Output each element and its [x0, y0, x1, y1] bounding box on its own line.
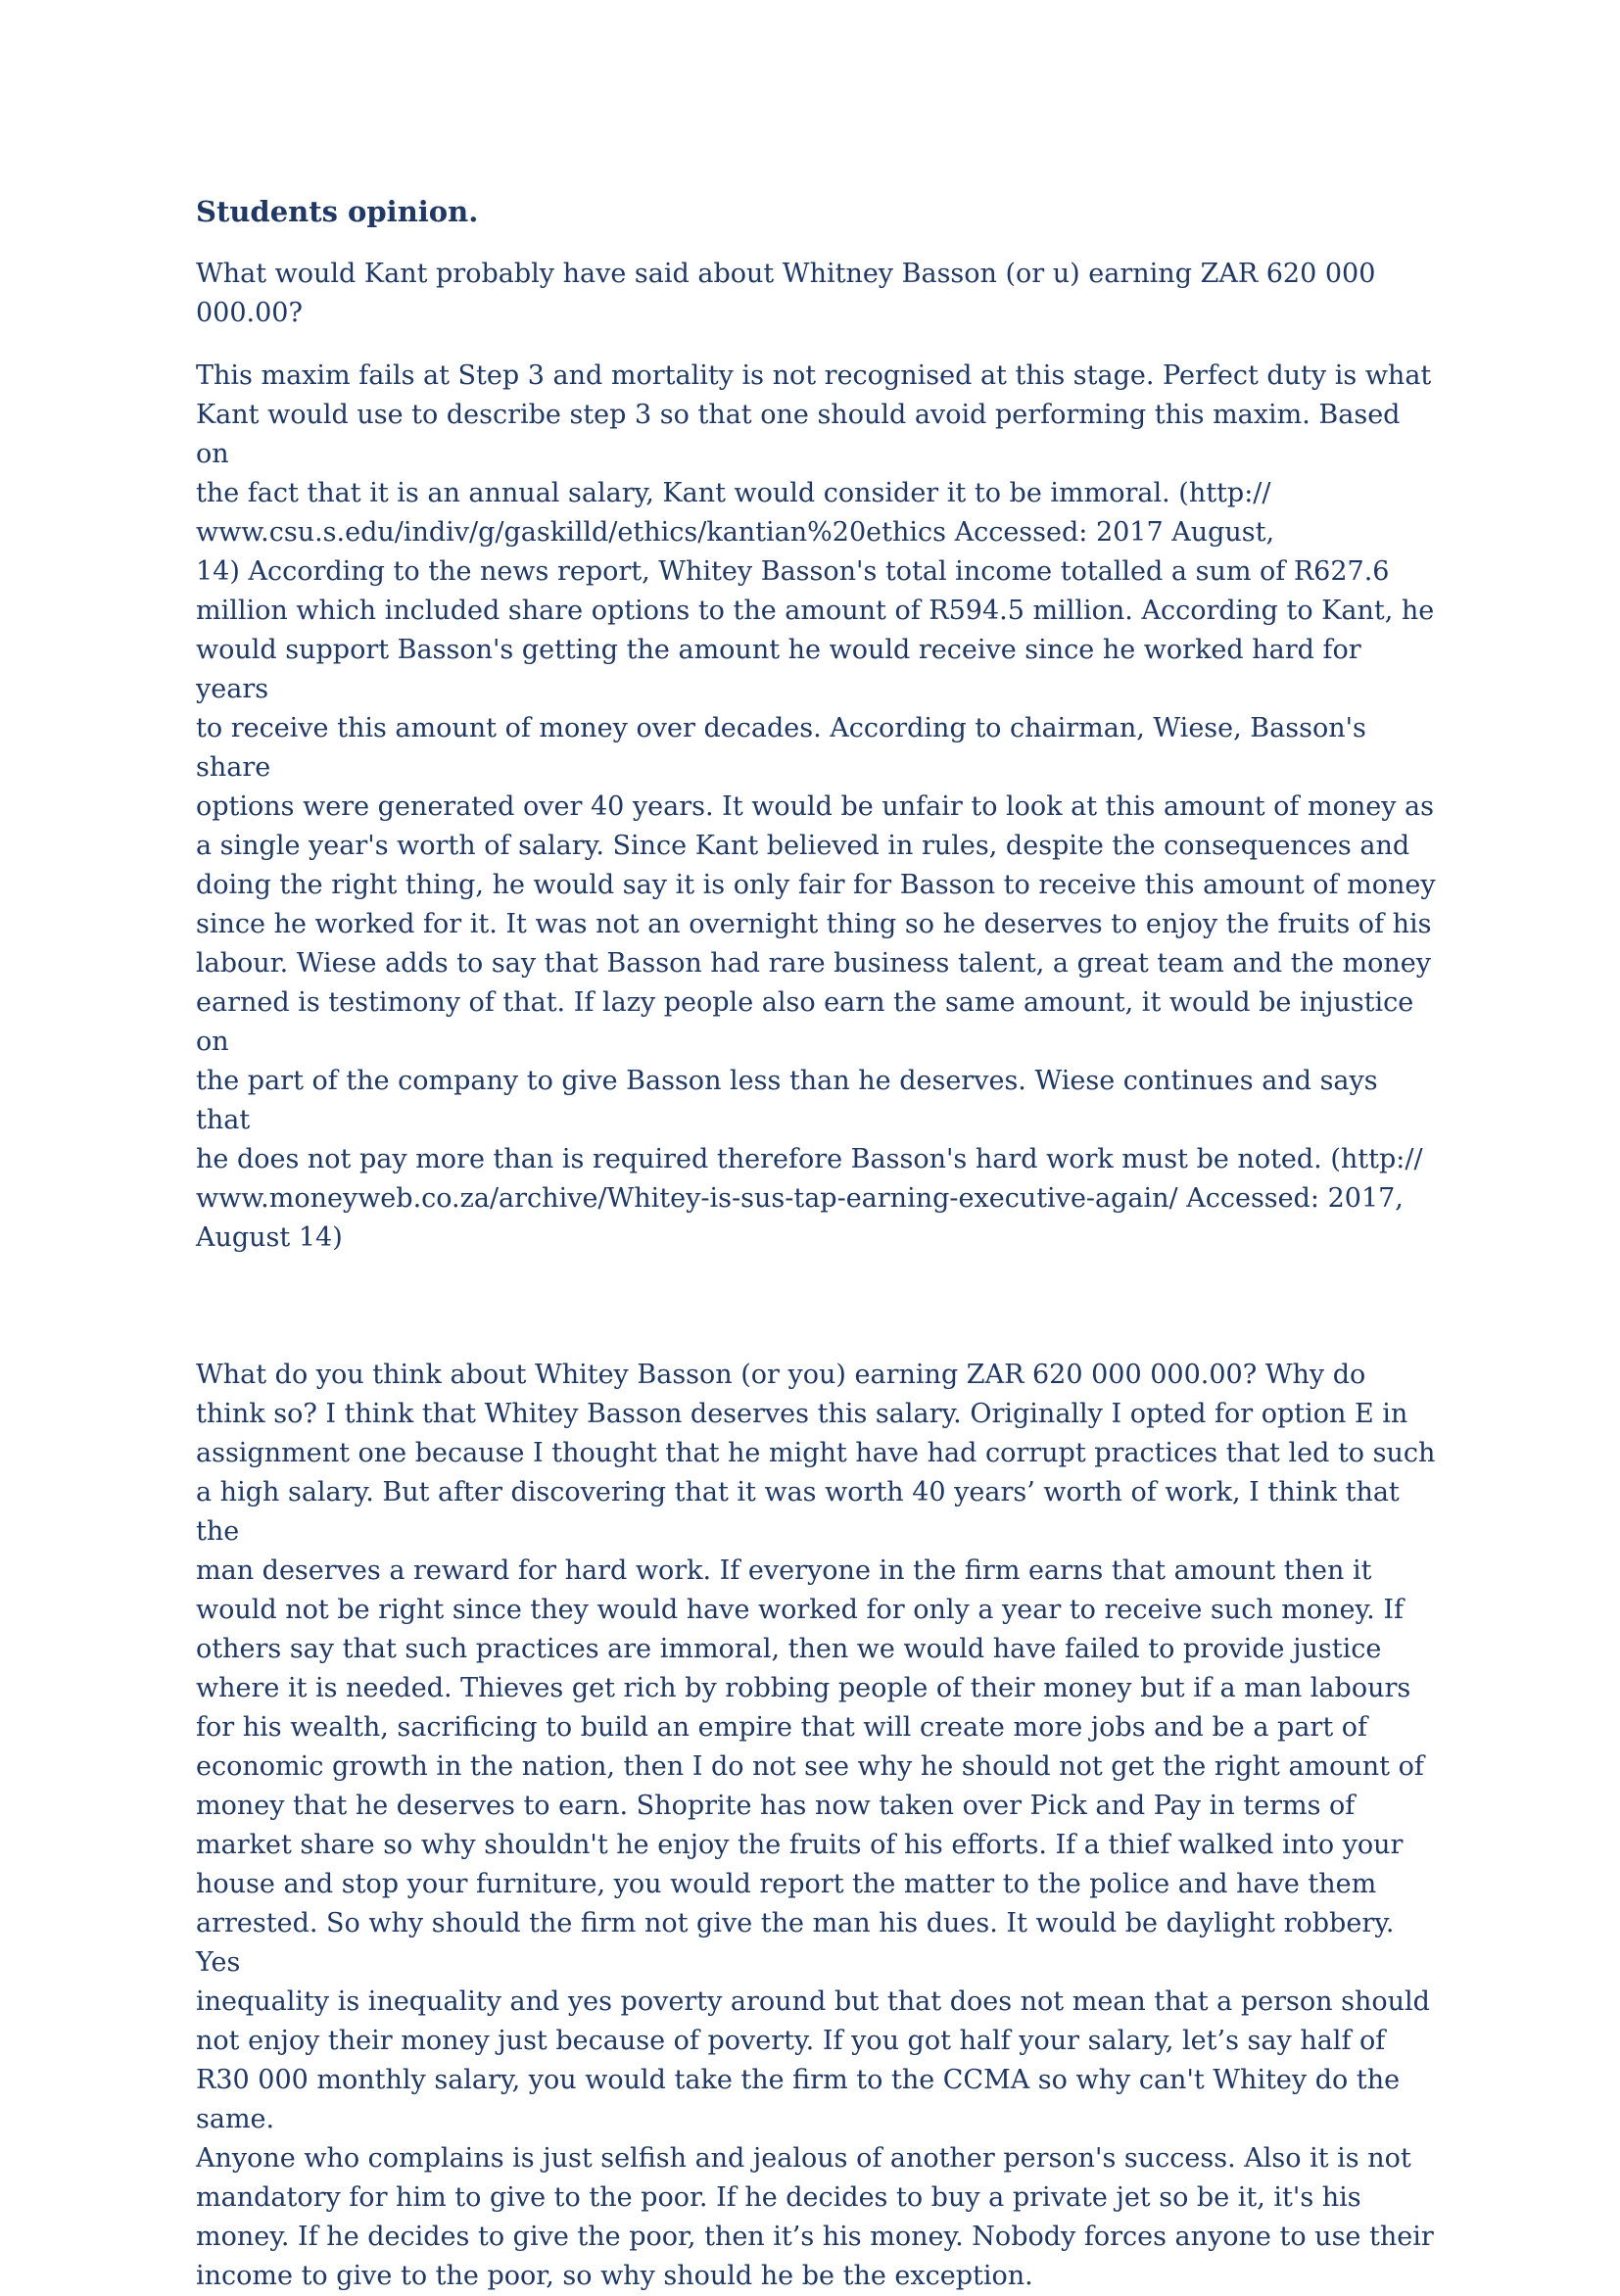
kant-answer-paragraph: This maxim fails at Step 3 and mortality is not recognised at this stage. Perfect duty is what Kant would use to describe step 3 so that one should avoid performing this maxim. Based on the fact that it is an annual salary, Kant would consider it to be immoral. (http:// www.csu.s.edu/indiv/g/gaskilld/ethics/kantian%20ethics Accessed: 2017 August, 14) According to the news report, Whitey Basson's total income totalled a sum of R627.6 million which included share options to the amount of R594.5 million. According to Kant, he would support Basson's getting the amount he would receive since he worked hard for years to receive this amount of money over decades. According to chairman, Wiese, Basson's share options were generated over 40 years. It would be unfair to look at this amount of money as a single year's worth of salary. Since Kant believed in rules, despite the consequences and doing the right thing, he would say it is only fair for Basson to receive this amount of money since he worked for it. It was not an overnight thing so he deserves to enjoy the fruits of his labour. Wiese adds to say that Basson had rare business talent, a great team and the money earned is testimony of that. If lazy people also earn the same amount, it would be injustice on the part of the company to give Basson less than he deserves. Wiese continues and says that he does not pay more than is required therefore Basson's hard work must be noted. (http:// www.moneyweb.co.za/archive/Whitey-is-sus-tap-earning-executive-again/ Accessed: 2017, August 14) [196, 360, 1436, 1253]
question-paragraph: What would Kant probably have said about Whitney Basson (or u) earning ZAR 620 000 000.00? [196, 259, 1376, 328]
opinion-paragraph: What do you think about Whitey Basson (or you) earning ZAR 620 000 000.00? Why do think so? I think that Whitey Basson deserves this salary. Originally I opted for option E in assignment one because I thought that he might have had corrupt practices that led to such a high salary. But after discovering that it was worth 40 years’ worth of work, I think that the man deserves a reward for hard work. If everyone in the firm earns that amount then it would not be right since they would have worked for only a year to receive such money. If others say that such practices are immoral, then we would have failed to provide justice where it is needed. Thieves get rich by robbing people of their money but if a man labours for his wealth, sacrificing to build an empire that will create more jobs and be a part of economic growth in the nation, then I do not see why he should not get the right amount of money that he deserves to earn. Shoprite has now taken over Pick and Pay in terms of market share so why shouldn't he enjoy the fruits of his efforts. If a thief walked into your house and stop your furniture, you would report the matter to the police and have them arrested. So why should the firm not give the man his dues. It would be daylight robbery. Yes inequality is inequality and yes poverty around but that does not mean that a person should not enjoy their money just because of poverty. If you got half your salary, let’s say half of R30 000 monthly salary, you would take the firm to the CCMA so why can't Whitey do the same. [196, 1360, 1436, 2134]
closing-paragraph: Anyone who complains is just selfish and jealous of another person's success. Also it is not mandatory for him to give to the poor. If he decides to buy a private jet so be it, it's his money. If he decides to give the poor, then it’s his money. Nobody forces anyone to use their income to give to the poor, so why should he be the exception. [196, 2143, 1434, 2291]
section-heading: Students opinion. [196, 195, 479, 228]
paragraph-spacer [196, 1258, 1440, 1356]
document-body [196, 192, 1440, 2296]
